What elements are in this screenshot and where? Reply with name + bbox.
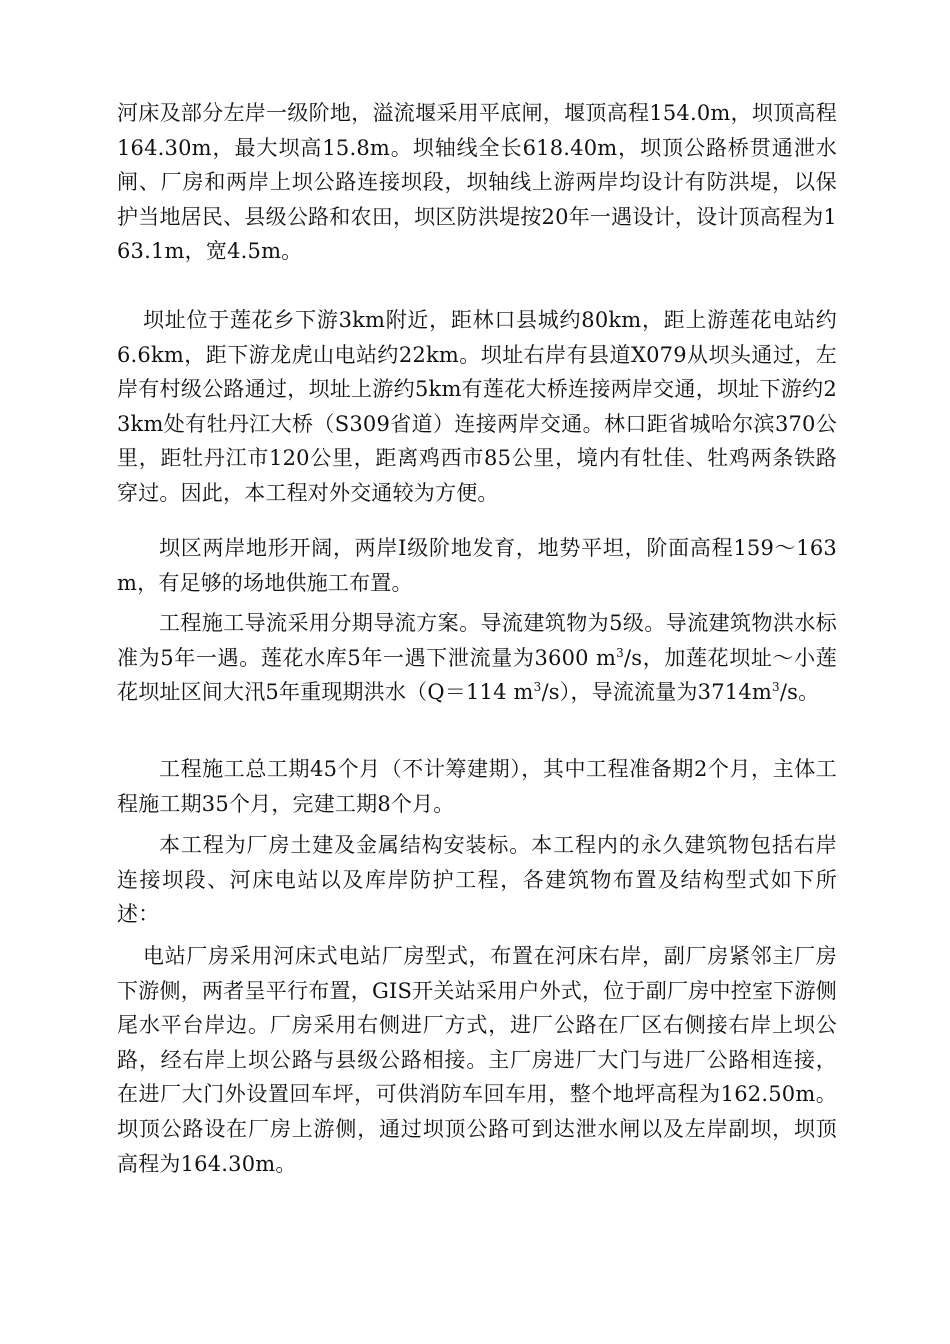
superscript-3: 3: [533, 680, 542, 695]
superscript-3: 3: [772, 680, 780, 695]
superscript-3: 3: [616, 645, 624, 660]
paragraph-schedule: 工程施工总工期45个月（不计筹建期），其中工程准备期2个月，主体工程施工期35个月，完建工期8个月。: [117, 757, 837, 816]
diversion-text-b: /s，加莲花坝址～小莲花坝址区间大汛5年重现期洪水（Q＝114 m: [117, 645, 837, 705]
paragraph-terrain: 坝区两岸地形开阔，两岸Ⅰ级阶地发育，地势平坦，阶面高程159～163m，有足够的场地供施工布置。: [117, 536, 837, 595]
diversion-text-d: /s。: [779, 680, 820, 705]
paragraph-powerhouse: 电站厂房采用河床式电站厂房型式，布置在河床右岸，副厂房紧邻主厂房下游侧，两者呈平行布置，GIS开关站采用户外式，位于副厂房中控室下游侧尾水平台岸边。厂房采用右侧进厂方式，进厂公路在厂区右侧接右岸上坝公路，经右岸上坝公路与县级公路相接。主厂房进厂大门与进厂公路相连接，在进厂大门外设置回车坪，可供消防车回车用，整个地坪高程为162.50m。坝顶公路设在厂房上游侧，通过坝顶公路可到达泄水闸以及左岸副坝，坝顶高程为164.30m。: [117, 944, 837, 1176]
diversion-text-a: 工程施工导流采用分期导流方案。导流建筑物为5级。导流建筑物洪水标准为5年一遇。莲花水库5年一遇下泄流量为3600 m: [117, 611, 837, 670]
paragraph-scope: 本工程为厂房土建及金属结构安装标。本工程内的永久建筑物包括右岸连接坝段、河床电站以及库岸防护工程，各建筑物布置及结构型式如下所述：: [117, 833, 837, 927]
paragraph-diversion: [117, 606, 837, 710]
diversion-text-c: /s），导流流量为3714m: [541, 680, 773, 705]
paragraph-dam-location-traffic: 坝址位于莲花乡下游3km附近，距林口县城约80km，距上游莲花电站约6.6km，距下游龙虎山电站约22km。坝址右岸有县道X079从坝头通过，左岸有村级公路通过，坝址上游约5km有莲花大桥连接两岸交通，坝址下游约23km处有牡丹江大桥（S309省道）连接两岸交通。林口距省城哈尔滨370公里，距牡丹江市120公里，距离鸡西市85公里，境内有牡佳、牡鸡两条铁路穿过。因此，本工程对外交通较为方便。: [117, 308, 837, 505]
paragraph-dam-layout: 河床及部分左岸一级阶地，溢流堰采用平底闸，堰顶高程154.0m，坝顶高程164.30m，最大坝高15.8m。坝轴线全长618.40m，坝顶公路桥贯通泄水闸、厂房和两岸上坝公路连接坝段，坝轴线上游两岸均设计有防洪堤，以保护当地居民、县级公路和农田，坝区防洪堤按20年一遇设计，设计顶高程为163.1m，宽4.5m。: [117, 101, 837, 264]
